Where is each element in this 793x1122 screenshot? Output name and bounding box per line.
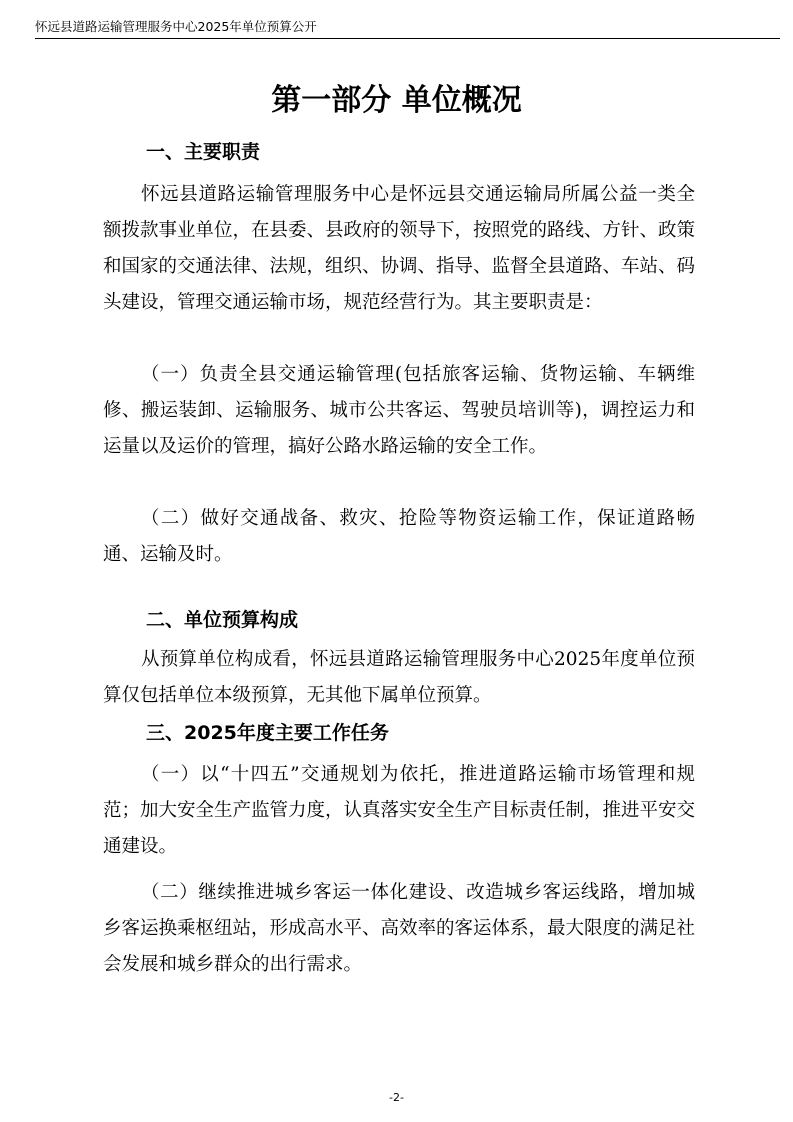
page-number: -2-	[389, 1091, 404, 1104]
section-heading-main-tasks: 三、2025年度主要工作任务	[146, 722, 389, 744]
page-header: 怀远县道路运输管理服务中心2025年单位预算公开	[35, 19, 317, 34]
paragraph-responsibility-1: （一）负责全县交通运输管理(包括旅客运输、货物运输、车辆维修、搬运装卸、运输服务、城市公共客运、驾驶员培训等)，调控运力和运量以及运价的管理，搞好公路水路运输的安全工作。	[103, 364, 695, 457]
section-heading-budget-composition: 二、单位预算构成	[146, 609, 299, 631]
header-divider	[35, 38, 780, 39]
paragraph-responsibilities-intro: 怀远县道路运输管理服务中心是怀远县交通运输局所属公益一类全额拨款事业单位，在县委、县政府的领导下，按照党的路线、方针、政策和国家的交通法律、法规，组织、协调、指导、监督全县道路、车站、码头建设，管理交通运输市场，规范经营行为。其主要职责是：	[103, 184, 696, 313]
paragraph-budget-composition: 从预算单位构成看，怀远县道路运输管理服务中心2025年度单位预算仅包括单位本级预算，无其他下属单位预算。	[103, 649, 695, 706]
paragraph-task-1: （一）以“十四五”交通规划为依托，推进道路运输市场管理和规范；加大安全生产监管力度，认真落实安全生产目标责任制，推进平安交通建设。	[103, 764, 696, 857]
page-title: 第一部分 单位概况	[271, 83, 522, 118]
paragraph-task-2: （二）继续推进城乡客运一体化建设、改造城乡客运线路，增加城乡客运换乘枢纽站，形成高水平、高效率的客运体系，最大限度的满足社会发展和城乡群众的出行需求。	[103, 882, 696, 975]
section-heading-responsibilities: 一、主要职责	[146, 141, 261, 163]
paragraph-responsibility-2: （二）做好交通战备、救灾、抢险等物资运输工作，保证道路畅通、运输及时。	[103, 508, 695, 565]
